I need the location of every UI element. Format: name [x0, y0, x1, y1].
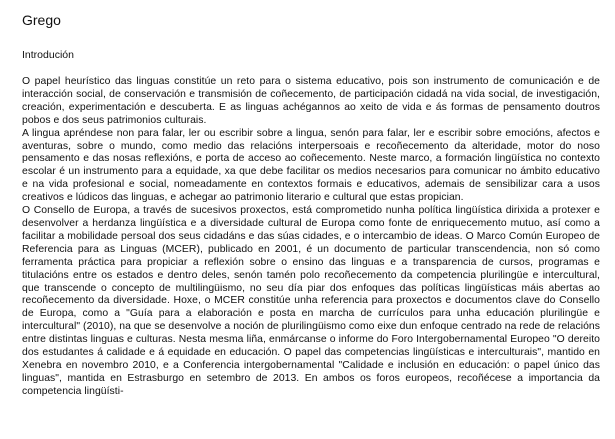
paragraph-1: O papel heurístico das linguas constitúe un reto para o sistema educativo, pois son instrumento de comunicación e de interacción social, de conservación e transmisión de coñecemento, de participación cidadá na vida social, de investigación, creación, experimentación e descuberta. E as linguas achégannos ao xeito de vida e ás formas de pensamento doutros pobos e dos seus patrimonios culturais.: [22, 76, 600, 126]
paragraph-2: A lingua apréndese non para falar, ler ou escribir sobre a lingua, senón para falar, ler e escribir sobre emocións, afectos e aventuras, sobre o mundo, como medio das relacións interpersoais e recoñecemento da alteridade, motor do noso pensamento e das nosas reflexións, e porta de acceso ao coñecemento. Neste marco, a formación lingüística no contexto escolar é un instrumento para a equidade, xa que debe facilitar os medios necesarios para comunicar no ámbito educativo e na vida profesional e social, nomeadamente en contextos formais e educativos, ademais de sensibilizar cara a usos creativos e lúdicos das linguas, e achegar ao patrimonio literario e cultural que estas propician.: [22, 127, 600, 204]
paragraph-3: O Consello de Europa, a través de sucesivos proxectos, está comprometido nunha política lingüística dirixida a protexer e desenvolver a herdanza lingüística e a diversidade cultural de Europa como fonte de enriquecemento mutuo, así como a facilitar a mobilidade persoal dos seus cidadáns e das súas cidades, e o intercambio de ideas. O Marco Común Europeo de Referencia para as Linguas (MCER), publicado en 2001, é un documento de particular transcendencia, non só como ferramenta práctica para propiciar a reflexión sobre o ensino das linguas e a transparencia de cursos, programas e titulacións entre os estados e dentro deles, senón tamén polo recoñecemento da competencia plurilingüe e intercultural, que transcende o concepto de multilingüismo, no seu día piar dos enfoques das políticas lingüísticas máis abertas ao recoñecemento da diversidade. Hoxe, o MCER constitúe unha referencia para proxectos e documentos clave do Consello de Europa, como a "Guía para a elaboración e posta en marcha de currículos para unha educación plurilingüe e intercultural" (2010), na que se desenvolve a noción de plurilingüismo como eixe dun enfoque centrado na rede de relacións entre distintas linguas e culturas. Nesta mesma liña, enmárcanse o informe do Foro Intergobernamental Europeo "O dereito dos estudantes á calidade e á equidade en educación. O papel das competencias lingüísticas e interculturais", mantido en Xenebra en novembro 2010, e a Conferencia intergobernamental "Calidade e inclusión en educación: o papel único das linguas", mantida en Estrasburgo en setembro de 2013. En ambos os foros europeos, recoñécese a importancia da competencia lingüísti-: [22, 205, 600, 397]
document-title: Grego: [22, 12, 61, 28]
section-heading: Introdución: [22, 49, 74, 61]
